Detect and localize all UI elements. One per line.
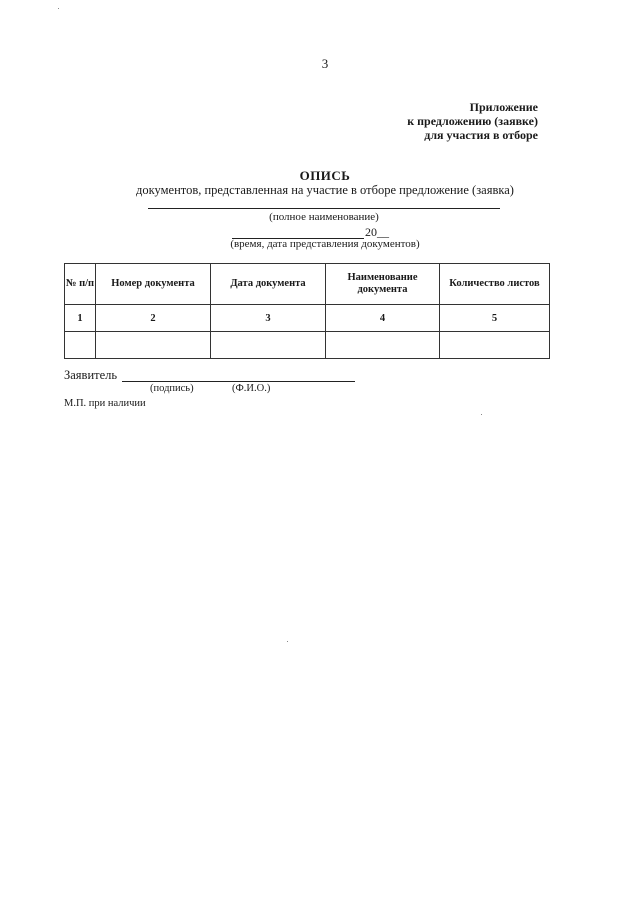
- column-number-cell: 5: [440, 305, 550, 332]
- empty-cell: [326, 332, 440, 359]
- full-name-caption: (полное наименование): [269, 211, 379, 223]
- header-document-name: Наименование документа: [326, 264, 440, 305]
- table-header-row: [65, 264, 550, 305]
- applicant-label: Заявитель: [64, 368, 118, 382]
- header-document-number: Номер документа: [96, 264, 211, 305]
- column-number-cell: 1: [65, 305, 96, 332]
- document-subtitle: документов, представленная на участие в отборе предложение (заявка): [136, 183, 514, 197]
- document-title: ОПИСЬ: [299, 168, 351, 183]
- appendix-line-2: к предложению (заявке): [407, 114, 538, 128]
- empty-cell: [211, 332, 326, 359]
- empty-cell: [96, 332, 211, 359]
- empty-cell: [65, 332, 96, 359]
- signature-line: [122, 381, 355, 382]
- scan-speck: [58, 8, 59, 9]
- date-year-suffix: 20__: [365, 225, 389, 239]
- name-caption: (Ф.И.О.): [232, 383, 271, 394]
- appendix-line-3: для участия в отборе: [424, 128, 538, 142]
- stamp-note: М.П. при наличии: [64, 398, 146, 409]
- full-name-line: [148, 208, 500, 209]
- header-number: № п/п: [65, 264, 96, 305]
- column-number-cell: 3: [211, 305, 326, 332]
- table-row: [65, 305, 550, 332]
- page-number: 3: [321, 56, 329, 71]
- documents-table: [64, 263, 550, 359]
- empty-cell: [440, 332, 550, 359]
- column-number-cell: 4: [326, 305, 440, 332]
- appendix-note: [407, 100, 538, 142]
- appendix-line-1: Приложение: [469, 100, 538, 114]
- header-document-date: Дата документа: [211, 264, 326, 305]
- date-caption: (время, дата представления документов): [230, 238, 420, 250]
- header-sheet-count: Количество листов: [440, 264, 550, 305]
- table-row: [65, 332, 550, 359]
- scan-speck: [481, 414, 482, 415]
- signature-caption: (подпись): [150, 383, 194, 394]
- column-number-cell: 2: [96, 305, 211, 332]
- scan-speck: [287, 641, 288, 642]
